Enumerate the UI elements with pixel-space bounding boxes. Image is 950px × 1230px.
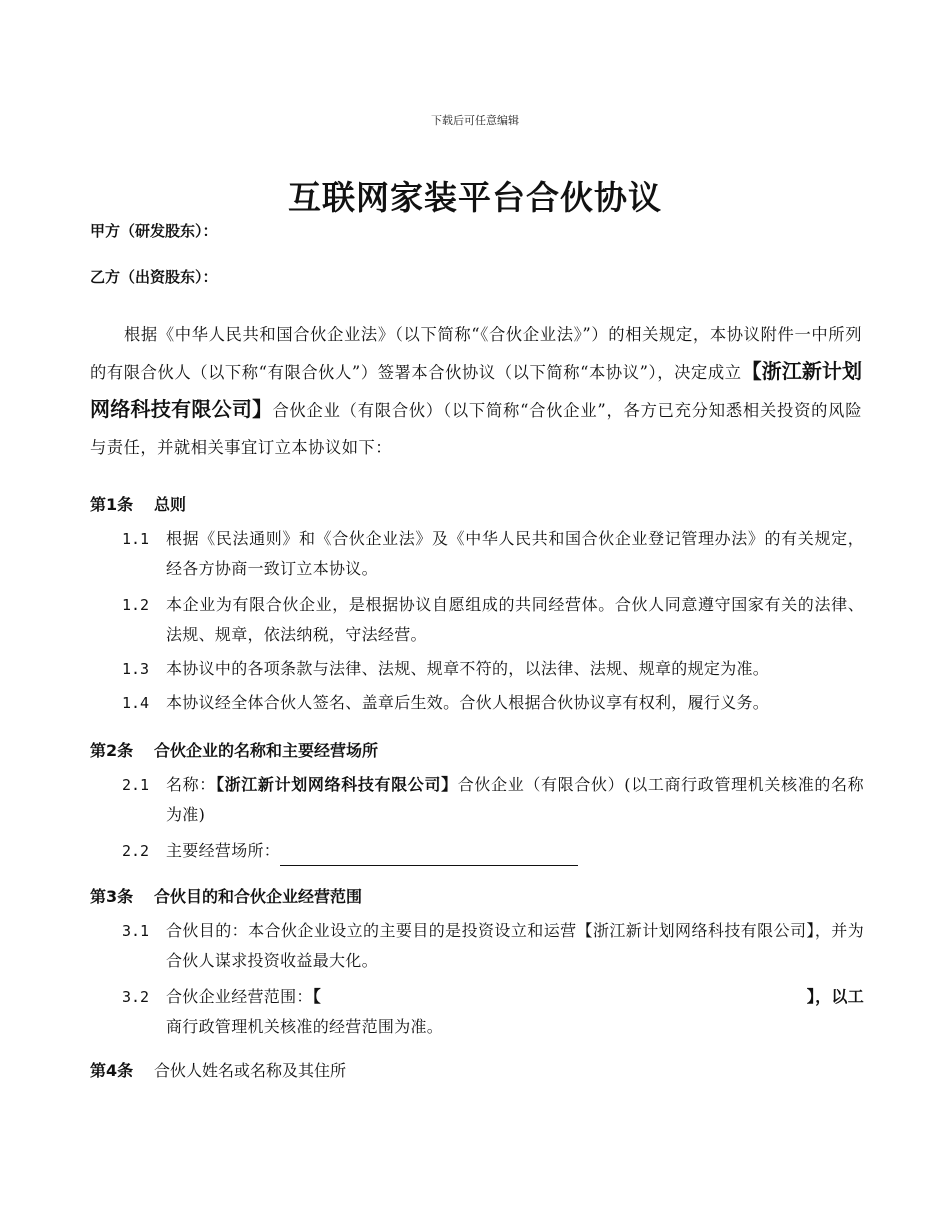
clause-item — [122, 982, 864, 1042]
clause-text: 本企业为有限合伙企业，是根据协议自愿组成的共同经营体。合伙人同意遵守国家有关的法律、法规、规章，依法纳税，守法经营。 — [166, 595, 864, 644]
article-title: 合伙企业的名称和主要经营场所 — [154, 741, 379, 760]
clause-text: 根据《民法通则》和《合伙企业法》及《中华人民共和国合伙企业登记管理办法》的有关规定，经各方协商一致订立本协议。 — [166, 529, 864, 578]
clause-body: 商行政管理机关核准的经营范围为准。 — [166, 1017, 444, 1036]
clause-number: 2.2 — [122, 842, 150, 860]
business-scope-line — [166, 982, 864, 1012]
clause-number: 1.2 — [122, 596, 150, 614]
clause-text: 本协议经全体合伙人签名、盖章后生效。合伙人根据合伙协议享有权利，履行义务。 — [166, 693, 770, 712]
article-heading — [90, 738, 378, 761]
document-title: 互联网家装平台合伙协议 — [288, 178, 662, 217]
clause-text — [166, 982, 864, 1042]
clause-number: 1.1 — [122, 530, 150, 548]
article-heading — [90, 492, 186, 515]
clause-body: 合伙企业（有限合伙）(以工商行政管理机关核准的名称为准) — [166, 775, 864, 824]
clause-item — [122, 590, 864, 650]
bracket-open: 【 — [312, 987, 322, 1006]
article-title: 合伙人姓名或名称及其住所 — [154, 1061, 347, 1080]
clause-item — [122, 770, 864, 830]
clause-item — [122, 654, 864, 684]
clause-number: 3.1 — [122, 922, 150, 940]
clause-item — [122, 916, 864, 976]
clause-number: 1.3 — [122, 660, 150, 678]
article-number: 第3条 — [90, 887, 134, 906]
clause-number: 2.1 — [122, 776, 150, 794]
clause-number: 3.2 — [122, 988, 150, 1006]
clause-text: 本协议中的各项条款与法律、法规、规章不符的，以法律、法规、规章的规定为准。 — [166, 659, 770, 678]
party-a-label: 甲方（研发股东）： — [90, 222, 218, 240]
preamble-text-before: 根据《中华人民共和国合伙企业法》（以下简称“《合伙企业法》”）的相关规定，本协议附件一中所列的有限合伙人（以下称“有限合伙人”）签署本合伙协议（以下简称“本协议”），决定成立 — [90, 325, 862, 382]
business-address-blank-field[interactable] — [280, 847, 578, 866]
clause-number: 1.4 — [122, 694, 150, 712]
article-title: 总则 — [154, 495, 187, 514]
article-number: 第4条 — [90, 1061, 134, 1080]
clause-item — [122, 836, 864, 866]
preamble-company-name: 【浙江新计划网络科技有限公司】 — [90, 359, 863, 421]
article-heading — [90, 884, 362, 907]
article-heading — [90, 1058, 346, 1081]
clause-label: 主要经营场所： — [166, 841, 281, 860]
clause-label: 名称： — [166, 775, 216, 794]
clause-label: 合伙企业经营范围： — [166, 987, 313, 1006]
clause-item — [122, 524, 864, 584]
article-title: 合伙目的和合伙企业经营范围 — [154, 887, 363, 906]
clause-text — [166, 770, 864, 830]
business-scope-label-group — [166, 982, 321, 1012]
preamble-text-after: 合伙企业（有限合伙）（以下简称“合伙企业”，各方已充分知悉相关投资的风险与责任，并就相关事宜订立本协议如下： — [90, 401, 863, 457]
clause-text — [166, 836, 864, 866]
clause-text: 合伙目的：本合伙企业设立的主要目的是投资设立和运营【浙江新计划网络科技有限公司】，并为合伙人谋求投资收益最大化。 — [166, 921, 864, 970]
clause-item — [122, 688, 864, 718]
article-number: 第2条 — [90, 741, 134, 760]
preamble-paragraph — [90, 316, 862, 466]
article-number: 第1条 — [90, 495, 134, 514]
party-b-label: 乙方（出资股东）： — [90, 268, 218, 286]
bracket-close: 】，以工 — [806, 987, 864, 1006]
header-note: 下载后可任意编辑 — [431, 114, 519, 127]
clause-company-name: 【浙江新计划网络科技有限公司】 — [215, 775, 458, 794]
